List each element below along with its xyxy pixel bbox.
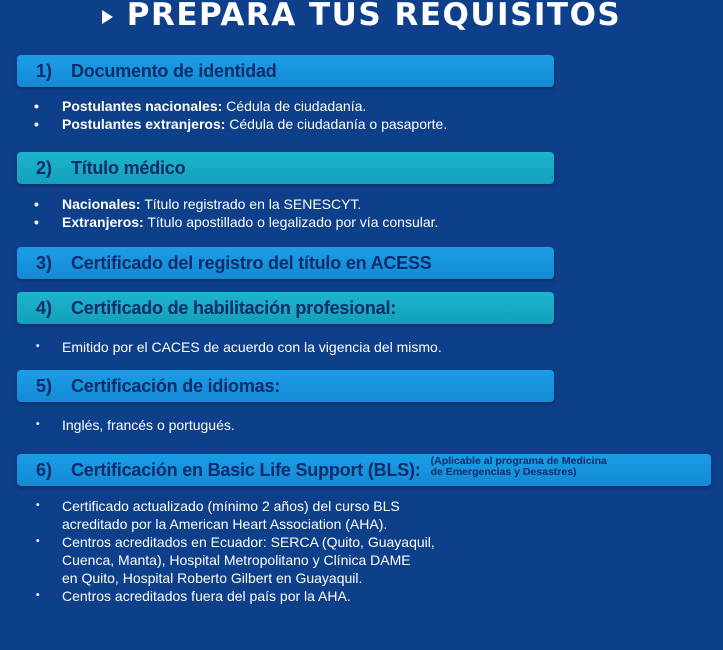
section-1-list bbox=[30, 97, 447, 133]
section-header-2 bbox=[17, 152, 554, 184]
section-number: 5) bbox=[36, 375, 53, 396]
section-header-1 bbox=[17, 55, 554, 87]
bullet-icon: • bbox=[34, 214, 39, 230]
section-header-4 bbox=[17, 292, 554, 324]
section-title: Certificado del registro del título en ACESS bbox=[71, 252, 432, 273]
list-item: • Centros acreditados en Ecuador: SERCA (Quito, Guayaquil, Cuenca, Manta), Hospital Metropolitano y Clínica DAME en Quito, Hospital Roberto Gilbert en Guayaquil. bbox=[36, 534, 435, 586]
list-item: • Certificado actualizado (mínimo 2 años) del curso BLS acreditado por la American Heart Association (AHA). bbox=[36, 498, 400, 532]
bullet-icon: • bbox=[36, 536, 40, 547]
page-title-text: PREPARA TUS REQUISITOS bbox=[126, 0, 622, 33]
section-number: 3) bbox=[36, 252, 53, 273]
section-title: Certificación en Basic Life Support (BLS): bbox=[71, 459, 421, 480]
bullet-icon: • bbox=[36, 341, 40, 352]
section-5-list bbox=[30, 416, 235, 434]
bullet-icon: • bbox=[36, 419, 40, 430]
play-triangle-icon bbox=[102, 10, 113, 24]
section-number: 6) bbox=[36, 459, 53, 480]
list-item: • Inglés, francés o portugués. bbox=[36, 417, 235, 433]
list-item: • Emitido por el CACES de acuerdo con la vigencia del mismo. bbox=[36, 339, 442, 355]
section-number: 1) bbox=[36, 60, 53, 81]
list-item: • Centros acreditados fuera del país por la AHA. bbox=[36, 588, 351, 604]
section-title: Documento de identidad bbox=[71, 60, 277, 81]
bullet-icon: • bbox=[34, 116, 39, 132]
list-item: • Nacionales: Título registrado en la SENESCYT. bbox=[34, 196, 362, 212]
list-item: • Extranjeros: Título apostillado o legalizado por vía consular. bbox=[34, 214, 439, 230]
bullet-icon: • bbox=[34, 98, 39, 114]
section-title: Certificación de idiomas: bbox=[71, 375, 281, 396]
section-4-list bbox=[30, 338, 442, 356]
section-6-list bbox=[30, 497, 435, 605]
section-note: (Aplicable al programa de Medicina de Emergencias y Desastres) bbox=[430, 455, 607, 478]
section-number: 2) bbox=[36, 157, 53, 178]
section-number: 4) bbox=[36, 297, 53, 318]
list-item: • Postulantes nacionales: Cédula de ciudadanía. bbox=[34, 98, 367, 114]
section-header-6 bbox=[17, 454, 711, 486]
list-item: • Postulantes extranjeros: Cédula de ciudadanía o pasaporte. bbox=[34, 116, 448, 132]
section-2-list bbox=[30, 195, 438, 231]
bullet-icon: • bbox=[34, 196, 39, 212]
section-header-5 bbox=[17, 370, 554, 402]
page-title bbox=[0, 0, 723, 34]
bullet-icon: • bbox=[36, 500, 40, 511]
section-title: Certificado de habilitación profesional: bbox=[71, 297, 397, 318]
bullet-icon: • bbox=[36, 590, 40, 601]
section-header-3 bbox=[17, 247, 554, 279]
section-title: Título médico bbox=[71, 157, 186, 178]
